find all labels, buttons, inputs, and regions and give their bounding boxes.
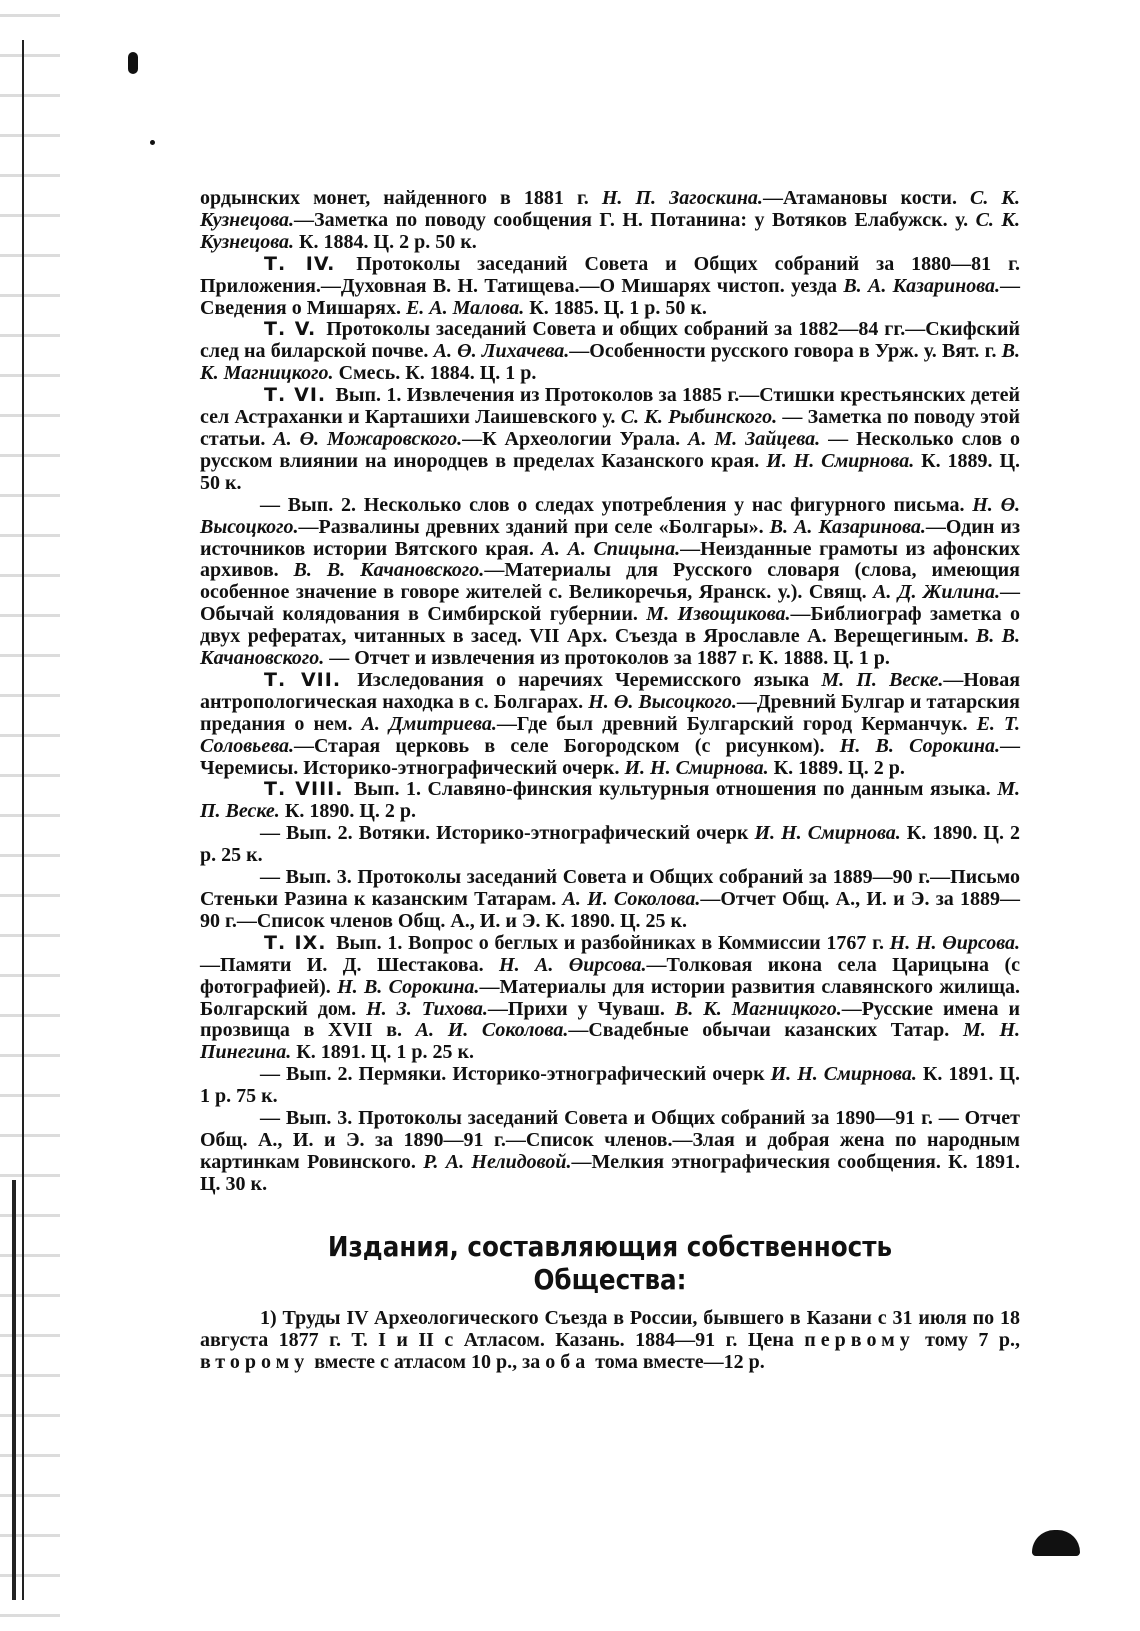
author-name: А. М. Зайцева. — [688, 427, 821, 450]
spaced-emphasis: оба — [545, 1350, 591, 1373]
text-run: К. 1884. Ц. 2 р. 50 к. — [294, 230, 477, 253]
text-run: —К Археологии Урала. — [462, 427, 689, 450]
author-name: А. Ө. Можаровского. — [273, 427, 463, 450]
text-run: Вып. 1. Извлечения из Протоколов за 1885 г.—Стишки крестьянских детей сел Астраханки и Карташихи Лаишевского у. — [200, 384, 1020, 429]
author-name: М. Извощикова. — [646, 603, 791, 626]
text-run: — Несколько слов о русском влиянии на инородцев в пределах Казанского края. — [200, 427, 1020, 472]
spaced-emphasis: первому — [804, 1328, 915, 1351]
author-name: А. И. Соколова. — [415, 1019, 569, 1042]
text-run: —Прихи у Чуваш. — [487, 997, 675, 1020]
volume-label: Т. VIII. — [264, 778, 344, 801]
text-run: К. 1889. Ц. 2 р. — [768, 756, 905, 779]
author-name: А. Дмитриева. — [361, 712, 497, 735]
author-name: Н. В. Сорокина. — [337, 975, 480, 998]
scan-edge-line — [12, 1180, 16, 1600]
author-name: С. К. Кузнецова. — [200, 187, 1020, 231]
volume-label: Т. VII. — [264, 668, 342, 691]
text-run: К. 1891. Ц. 1 р. 75 к. — [200, 1063, 1020, 1108]
text-run: — Вып. 3. Протоколы заседаний Совета и Общих собраний за 1890—91 г. — Отчет Общ. А., И. и Э. за 1890—91 г.—Список членов.—Злая и добрая жена по народным картинкам Ровинского. — [200, 1107, 1020, 1173]
author-name: В. В. Качановского. — [293, 559, 485, 582]
text-run: — Заметка по поводу этой статьи. — [200, 406, 1020, 450]
text-run: — Вып. 2. Несколько слов о следах употребления у нас фигурного письма. — [260, 493, 973, 516]
volume-label: Т. V. — [264, 318, 317, 341]
paragraph-p6 — [200, 670, 1020, 780]
text-run: тому 7 р., — [914, 1328, 1020, 1351]
author-name: Н. З. Тихова. — [366, 997, 488, 1020]
author-name: Н. Ө. Высоцкого. — [200, 493, 1021, 538]
paragraph-p2 — [200, 254, 1020, 320]
text-run: Вып. 1. Вопрос о беглых и разбойниках в Коммиссии 1767 г. — [330, 931, 890, 954]
author-name: А. И. Соколова. — [562, 888, 701, 910]
paragraph-p4 — [200, 385, 1020, 495]
text-run: —Обычай колядования в Симбирской губернии. — [200, 581, 1020, 626]
volume-label: Т. IX. — [264, 931, 327, 954]
paragraph-p12 — [200, 1108, 1020, 1196]
author-name: М. П. Веске. — [200, 778, 1020, 823]
author-name: Н. В. Сорокина. — [839, 734, 1000, 757]
text-run: ордынских монет, найденного в 1881 г. — [200, 187, 602, 209]
publication-entry — [200, 1308, 1020, 1374]
paragraph-p3 — [200, 319, 1020, 385]
volume-label: Т. VI. — [264, 384, 327, 407]
text-run: —Неизданные грамоты из афонских архивов. — [200, 537, 1020, 582]
text-run: — Вып. 2. Пермяки. Историко-этнографический очерк — [260, 1063, 771, 1086]
author-name: Н. П. Загоскина. — [601, 187, 763, 209]
text-run: Вып. 1. Славяно-финския культурныя отношения по данным языка. — [347, 778, 998, 801]
text-run: К. 1890. Ц. 2 р. 25 к. — [200, 822, 1020, 867]
paragraph-p11 — [200, 1064, 1020, 1108]
author-name: А. А. Спицына. — [541, 537, 681, 560]
author-name: М. П. Веске. — [821, 668, 944, 691]
scan-speck — [150, 140, 155, 145]
author-name: В. В. Качановского. — [200, 625, 1020, 670]
author-name: Н. А. Өирсова. — [499, 953, 647, 976]
paragraph-p1 — [200, 188, 1020, 254]
text-run: —Свадебные обычаи казанских Татар. — [568, 1019, 963, 1042]
text-run: —Где был древний Булгарский город Керманчук. — [496, 712, 977, 735]
author-name: В. К. Магницкого. — [674, 997, 842, 1020]
author-name: И. Н. Смирнова. — [770, 1063, 917, 1086]
section-heading: Издания, составляющия собственность Общества: — [327, 1229, 893, 1296]
text-run: —Материалы для Русского словаря (слова, имеющия особенное значение в говоре жителей с. Великоречья, Яранск. у.). Свящ. — [200, 559, 1020, 604]
paragraph-p13 — [200, 1308, 1020, 1374]
text-run: Изследования о наречиях Черемисского языка — [345, 668, 822, 691]
text-run: — Вып. 2. Вотяки. Историко-этнографический очерк — [260, 822, 755, 845]
text-run: —Материалы для истории развития славянского жилища. Болгарский дом. — [200, 975, 1020, 1020]
paragraph-p7 — [200, 779, 1020, 823]
author-name: Е. А. Малова. — [405, 296, 525, 319]
text-run: —Атамановы кости. — [762, 187, 971, 209]
author-name: В. А. Казаринова. — [769, 515, 926, 538]
author-name: Н. Ө. Высоцкого. — [588, 690, 737, 713]
text-run: —Новая антропологическая находка в с. Болгарах. — [200, 668, 1021, 713]
text-run: —Древний Булгар и татарския предания о нем. — [200, 690, 1020, 735]
text-run: —Черемисы. Историко-этнографический очерк. — [200, 734, 1020, 779]
paragraph-p9 — [200, 867, 1020, 933]
text-run: Смесь. К. 1884. Ц. 1 р. — [333, 362, 537, 385]
author-name: В. А. Казаринова. — [843, 274, 1000, 297]
text-run: —Сведения о Мишарях. — [200, 274, 1020, 319]
author-name: В. К. Магницкого. — [200, 340, 1020, 385]
document-body — [200, 188, 1020, 1196]
text-run: Протоколы заседаний Совета и общих собраний за 1882—84 гг.—Скифский след на биларской почве. — [200, 318, 1020, 363]
paragraph-p10 — [200, 933, 1020, 1064]
text-run: К. 1891. Ц. 1 р. 25 к. — [291, 1041, 474, 1064]
scan-edge-artifact — [0, 0, 60, 1631]
text-run: —Русские имена и прозвища в XVII в. — [200, 997, 1020, 1042]
author-name: Р. А. Нелидовой. — [423, 1150, 572, 1173]
text-run: вместе с атласом 10 р., за — [309, 1350, 546, 1373]
text-run: — Отчет и извлечения из протоколов за 1887 г. К. 1888. Ц. 1 р. — [324, 647, 890, 670]
spaced-emphasis: второму — [200, 1350, 310, 1373]
author-name: А. Ө. Лихачева. — [433, 340, 570, 363]
volume-label: Т. IV. — [264, 252, 336, 275]
text-run: тома вместе—12 р. — [590, 1350, 765, 1373]
text-run: К. 1885. Ц. 1 р. 50 к. — [524, 296, 707, 319]
text-run: —Памяти И. Д. Шестакова. — [200, 953, 500, 976]
author-name: И. Н. Смирнова. — [766, 449, 915, 472]
paragraph-p8 — [200, 823, 1020, 867]
text-run: —Особенности русского говора в Урж. у. Вят. г. — [569, 340, 1002, 363]
scan-blot — [1032, 1530, 1080, 1556]
author-name: А. Д. Жилина. — [873, 581, 1000, 604]
text-run: К. 1889. Ц. 50 к. — [200, 449, 1021, 494]
text-run: —Мелкия этнографическия сообщения. К. 1891. Ц. 30 к. — [200, 1150, 1020, 1195]
text-run: —Заметка по поводу сообщения Г. Н. Потанина: у Вотяков Елабужск. у. — [294, 208, 976, 231]
author-name: Е. Т. Соловьева. — [200, 712, 1020, 757]
document-page — [200, 188, 1020, 1373]
paragraph-p5 — [200, 495, 1020, 670]
author-name: М. Н. Пинегина. — [200, 1019, 1021, 1064]
author-name: С. К. Рыбинского. — [620, 406, 778, 429]
author-name: И. Н. Смирнова. — [754, 822, 901, 845]
scan-edge-line — [22, 40, 24, 1600]
text-run: К. 1890. Ц. 2 р. — [279, 800, 416, 823]
text-run: — Вып. 3. Протоколы заседаний Совета и Общих собраний за 1889—90 г.—Письмо Стеньки Разина к казанским Татарам. — [200, 866, 1020, 910]
author-name: Н. Н. Өирсова. — [889, 931, 1020, 954]
author-name: И. Н. Смирнова. — [624, 756, 769, 779]
author-name: С. К. Кузнецова. — [200, 208, 1020, 253]
text-run: —Старая церковь в селе Богородском (с рисунком). — [294, 734, 840, 757]
text-run: —Один из источников истории Вятского края. — [200, 515, 1020, 560]
scan-speck — [128, 52, 138, 74]
text-run: —Отчет Общ. А., И. и Э. за 1889—90 г.—Список членов Общ. А., И. и Э. К. 1890. Ц. 25 к. — [200, 888, 1020, 932]
text-run: —Развалины древних зданий при селе «Болгары». — [298, 515, 770, 538]
text-run: 1) Труды IV Археологического Съезда в России, бывшего в Казани с 31 июля по 18 августа 1877 г. Т. I и II с Атласом. Казань. 1884—91 г. Цена — [200, 1306, 1020, 1351]
text-run: —Библиограф заметка о двух рефератах, читанных в засед. VII Арх. Съезда в Ярославле А. Верещегиным. — [200, 603, 1020, 648]
text-run: —Толковая икона села Царицына (с фотографией). — [200, 953, 1020, 998]
text-run: Протоколы заседаний Совета и Общих собраний за 1880—81 г. Приложения.—Духовная В. Н. Татищева.—О Мишарях чистоп. уезда — [200, 252, 1020, 297]
